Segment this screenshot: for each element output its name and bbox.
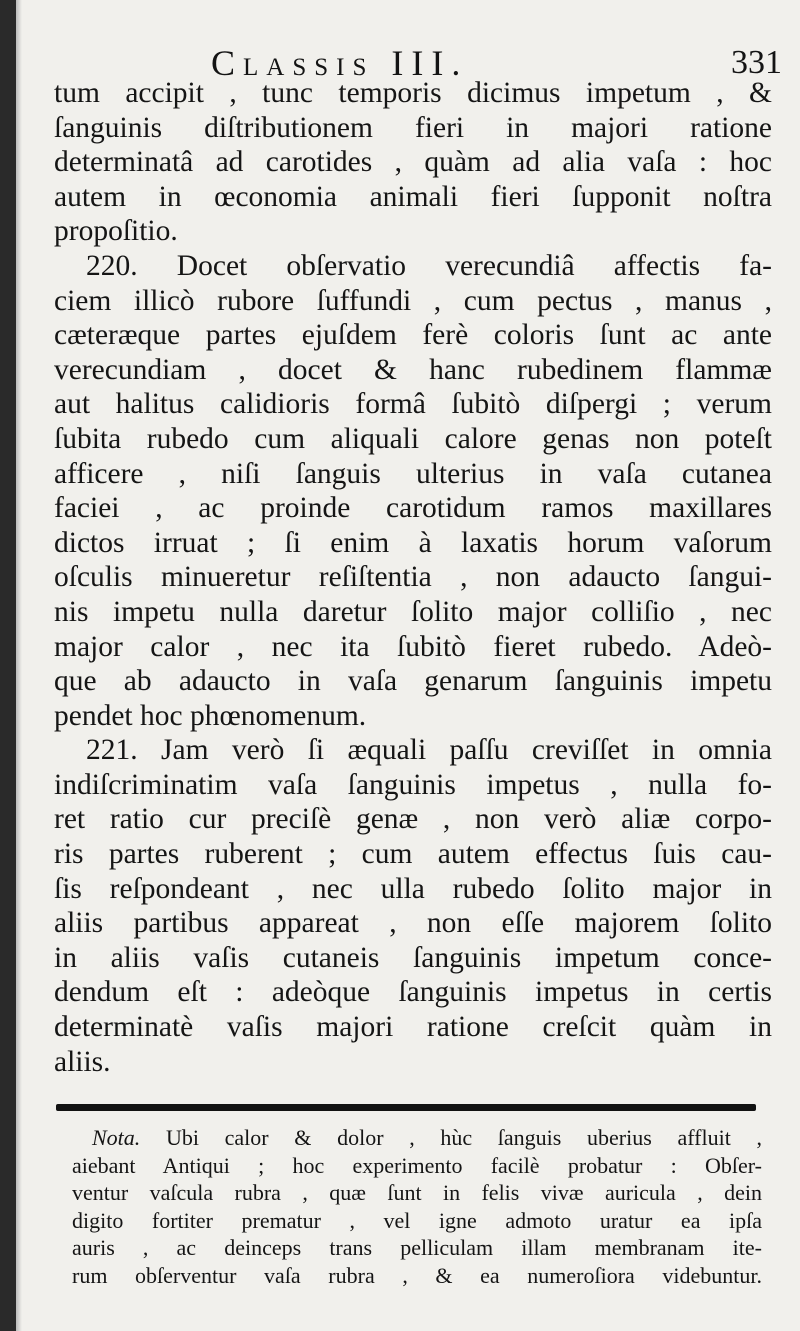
text-line: oſculis minueretur reſiſtentia , non adaucto ſangui- bbox=[54, 561, 772, 594]
text-line: dictos irruat ; ſi enim à laxatis horum vaſorum bbox=[54, 526, 772, 559]
text-line: determinatâ ad carotides , quàm ad alia vaſa : hoc bbox=[54, 146, 772, 179]
text-line: dendum eſt : adeòque ſanguinis impetus in certis bbox=[54, 976, 772, 1009]
text-line: ret ratio cur preciſè genæ , non verò aliæ corpo- bbox=[54, 803, 772, 836]
text-line: major calor , nec ita ſubitò fieret rubedo. Adeò- bbox=[54, 630, 772, 663]
text-line: ris partes ruberent ; cum autem effectus ſuis cau- bbox=[54, 838, 772, 871]
text-line: ciem illicò rubore ſuffundi , cum pectus , manus , bbox=[54, 284, 772, 317]
footnote bbox=[72, 1124, 762, 1289]
text-line: tum accipit , tunc temporis dicimus impetum , & bbox=[54, 77, 772, 109]
footnote-label: Nota. bbox=[92, 1125, 141, 1150]
footnote-line: auris , ac deinceps trans pelliculam illam membranam ite- bbox=[72, 1235, 762, 1260]
text-line: verecundiam , docet & hanc rubedinem flammæ bbox=[54, 353, 772, 386]
text-line: ſis reſpondeant , nec ulla rubedo ſolito major in bbox=[54, 872, 772, 905]
text-line: aut halitus calidioris formâ ſubitò diſpergi ; verum bbox=[54, 388, 772, 421]
text-line: 220. Docet obſervatio verecundiâ affectis fa- bbox=[86, 249, 772, 282]
text-line: faciei , ac proinde carotidum ramos maxillares bbox=[54, 492, 772, 525]
page-number: 331 bbox=[731, 44, 782, 81]
text-line: aliis partibus appareat , non eſſe majorem ſolito bbox=[54, 907, 772, 940]
footnote-line: digito fortiter prematur , vel igne admoto uratur ea ipſa bbox=[72, 1207, 762, 1233]
footnote-text: Ubi calor & dolor , hùc ſanguis uberius affluit , bbox=[165, 1125, 763, 1150]
text-line: ſubita rubedo cum aliquali calore genas non poteſt bbox=[54, 422, 772, 455]
text-line: indiſcriminatim vaſa ſanguinis impetus , nulla fo- bbox=[54, 768, 772, 801]
text-line: aliis. bbox=[54, 1045, 111, 1078]
text-line: autem in œconomia animali fieri ſupponit noſtra bbox=[54, 180, 772, 213]
running-head: Classis III. bbox=[211, 43, 469, 83]
footnote-line: rum obſerventur vaſa rubra , & ea numeroſiora videbuntur. bbox=[72, 1262, 762, 1288]
footnote-line: ventur vaſcula rubra , quæ ſunt in felis vivæ auricula , dein bbox=[72, 1180, 762, 1205]
paragraph-continuation bbox=[54, 76, 772, 249]
text-line: cæteræque partes ejuſdem ferè coloris ſunt ac ante bbox=[54, 319, 772, 352]
text-line: afficere , niſi ſanguis ulterius in vaſa cutanea bbox=[54, 457, 772, 490]
text-line: que ab adaucto in vaſa genarum ſanguinis impetu bbox=[54, 665, 772, 698]
text-line: propoſitio. bbox=[54, 215, 178, 248]
text-line: in aliis vaſis cutaneis ſanguinis impetum conce- bbox=[54, 941, 772, 974]
footnote-line bbox=[72, 1124, 762, 1152]
text-line: nis impetu nulla daretur ſolito major colliſio , nec bbox=[54, 595, 772, 628]
body-text bbox=[54, 76, 772, 1079]
paragraph-220 bbox=[54, 249, 772, 733]
text-line: determinatè vaſis majori ratione creſcit quàm in bbox=[54, 1011, 772, 1044]
text-line: ſanguinis diſtributionem fieri in majori ratione bbox=[54, 111, 772, 144]
book-page bbox=[16, 0, 800, 1331]
footnote-rule bbox=[56, 1104, 756, 1111]
footnote-line: aiebant Antiqui ; hoc experimento facilè probatur : Obſer- bbox=[72, 1152, 762, 1178]
text-line: pendet hoc phœnomenum. bbox=[54, 699, 367, 732]
text-line: 221. Jam verò ſi æquali paſſu creviſſet in omnia bbox=[86, 734, 772, 767]
paragraph-221 bbox=[54, 733, 772, 1079]
